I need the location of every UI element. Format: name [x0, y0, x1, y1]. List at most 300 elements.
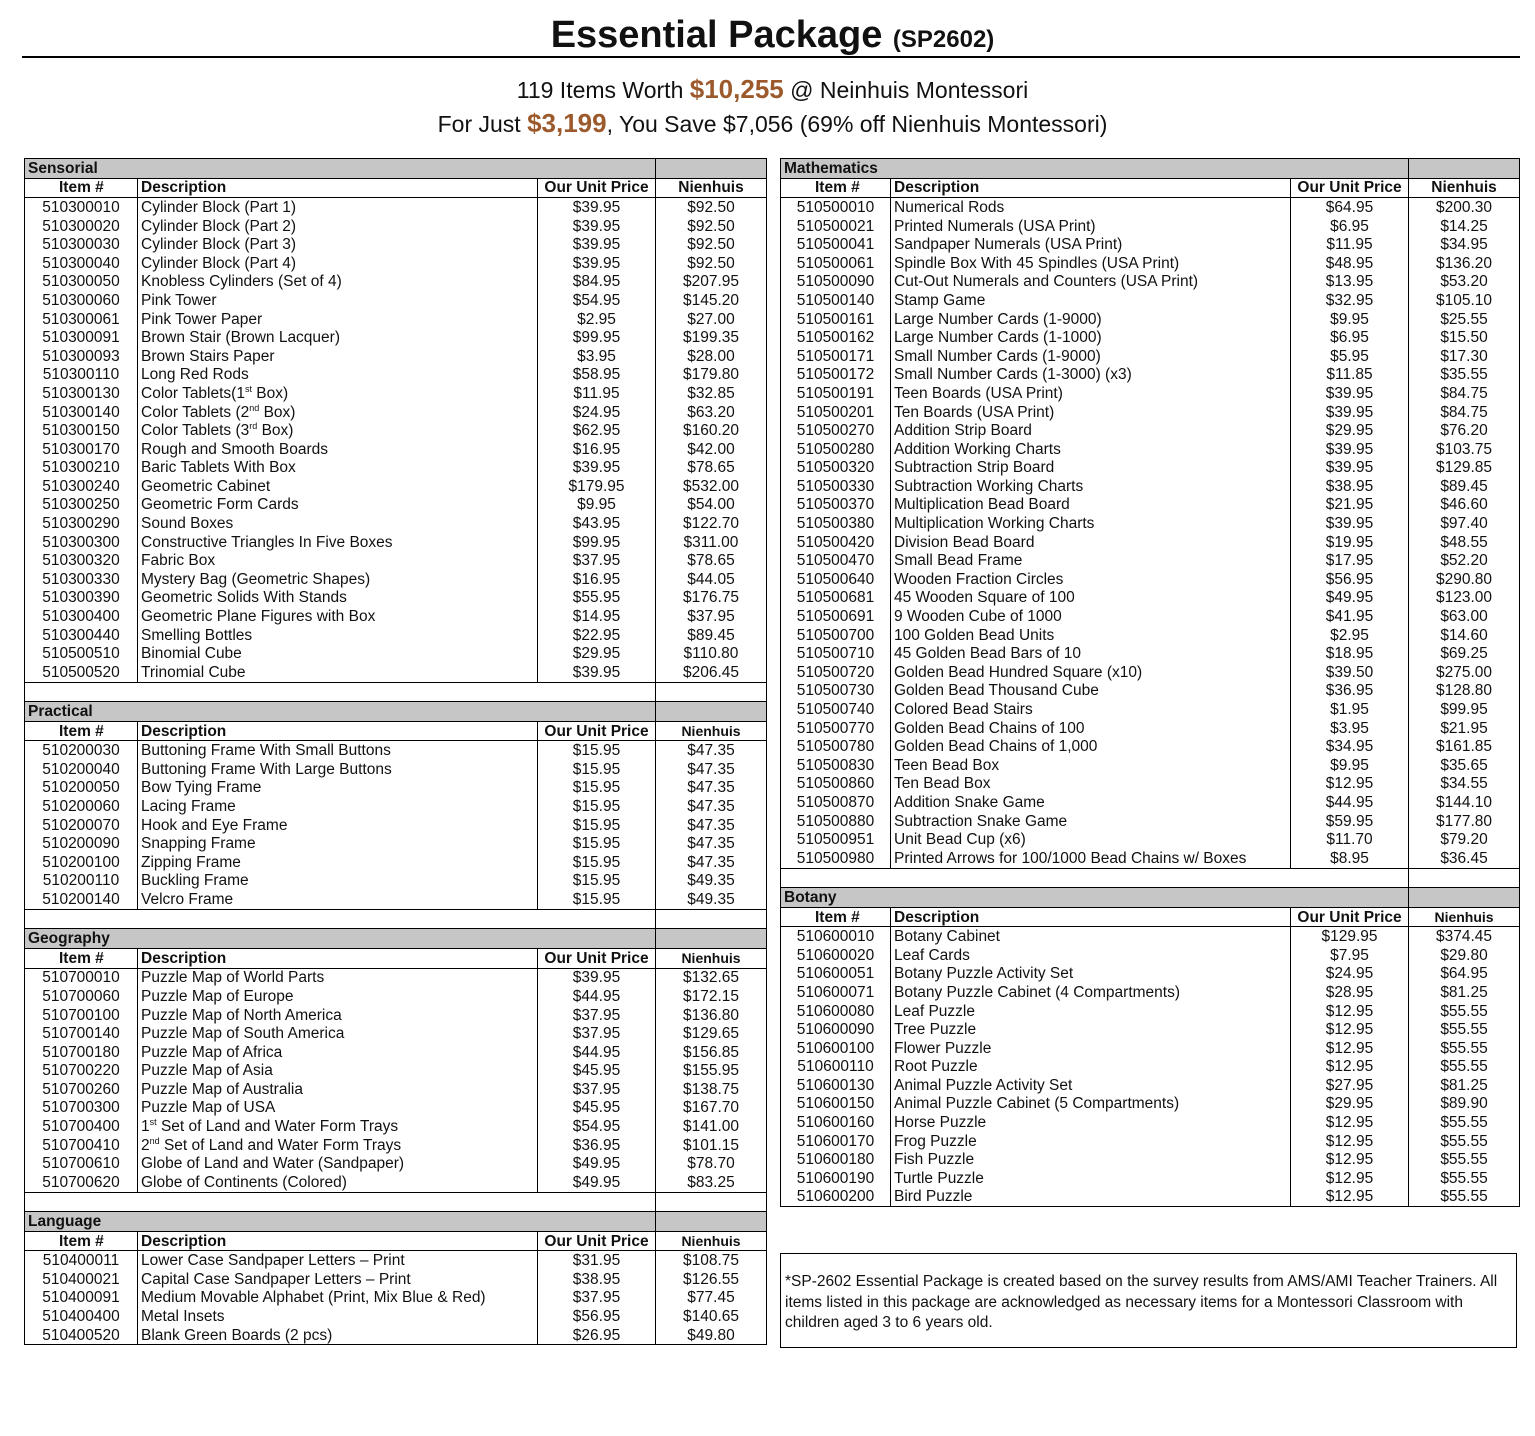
our-unit-price: $37.95 — [538, 1289, 656, 1308]
nienhuis-price: $110.80 — [656, 644, 767, 663]
item-number: 510500010 — [781, 198, 891, 217]
title-main: Essential Package — [550, 14, 883, 56]
table-row — [25, 1307, 767, 1326]
description-text: Numerical Rods — [894, 198, 1005, 216]
item-number: 510300050 — [25, 273, 138, 292]
description-text: Long Red Rods — [141, 366, 249, 384]
nienhuis-price: $14.60 — [1409, 626, 1520, 645]
description-text: Cut-Out Numerals and Counters (USA Print) — [894, 273, 1199, 291]
our-unit-price: $64.95 — [1291, 198, 1409, 217]
table-row — [781, 514, 1520, 533]
our-unit-price: $59.95 — [1291, 812, 1409, 831]
item-description — [138, 366, 538, 385]
nienhuis-price-header: Nienhuis — [656, 1231, 767, 1251]
item-description — [138, 570, 538, 589]
table-row — [25, 890, 767, 909]
description-text: Buttoning Frame With Small Buttons — [141, 742, 391, 760]
description-text: Leaf Puzzle — [894, 1002, 975, 1020]
item-number: 510200030 — [25, 741, 138, 760]
our-unit-price: $49.95 — [538, 1154, 656, 1173]
our-unit-price: $3.95 — [1291, 719, 1409, 738]
item-description — [891, 719, 1291, 738]
our-unit-price: $37.95 — [538, 1024, 656, 1043]
item-number-header: Item # — [781, 907, 891, 927]
description-text: Subtraction Snake Game — [894, 812, 1068, 830]
our-unit-price: $15.95 — [538, 741, 656, 760]
nienhuis-price: $99.95 — [1409, 700, 1520, 719]
description-text: Snapping Frame — [141, 835, 256, 853]
spacer-cell — [656, 909, 767, 929]
nienhuis-price: $53.20 — [1409, 273, 1520, 292]
table-row — [781, 700, 1520, 719]
item-description — [891, 1058, 1291, 1077]
item-description — [138, 235, 538, 254]
item-number-header: Item # — [25, 948, 138, 968]
our-unit-price: $29.95 — [1291, 421, 1409, 440]
spacer-row — [25, 682, 767, 702]
description-text: Large Number Cards (1-9000) — [894, 310, 1102, 328]
description-text: Bird Puzzle — [894, 1188, 973, 1206]
our-unit-price: $12.95 — [1291, 1002, 1409, 1021]
item-description — [138, 198, 538, 217]
description-text: Color Tablets(1 — [141, 384, 245, 402]
item-number: 510500740 — [781, 700, 891, 719]
table-row — [781, 1058, 1520, 1077]
our-unit-price: $12.95 — [1291, 775, 1409, 794]
description-text: Puzzle Map of South America — [141, 1025, 345, 1043]
nienhuis-price: $47.35 — [656, 816, 767, 835]
table-row — [781, 273, 1520, 292]
item-number: 510500021 — [781, 217, 891, 236]
table-row — [25, 477, 767, 496]
table-row — [781, 217, 1520, 236]
description-text: Cylinder Block (Part 3) — [141, 236, 297, 254]
our-unit-price: $12.95 — [1291, 1058, 1409, 1077]
description-text: Puzzle Map of USA — [141, 1099, 276, 1117]
table-row — [25, 1099, 767, 1118]
item-number: 510600150 — [781, 1095, 891, 1114]
table-row — [25, 217, 767, 236]
table-row — [25, 403, 767, 422]
our-unit-price: $34.95 — [1291, 737, 1409, 756]
subtitle-text: @ Neinhuis Montessori — [783, 77, 1029, 103]
nienhuis-price: $129.85 — [1409, 459, 1520, 478]
item-description — [891, 273, 1291, 292]
description-text: Puzzle Map of Australia — [141, 1080, 303, 1098]
item-description — [891, 477, 1291, 496]
our-unit-price: $22.95 — [538, 626, 656, 645]
table-row — [781, 793, 1520, 812]
our-unit-price: $49.95 — [1291, 589, 1409, 608]
nienhuis-price: $47.35 — [656, 741, 767, 760]
item-number: 510500640 — [781, 570, 891, 589]
description-text: Flower Puzzle — [894, 1039, 992, 1057]
nienhuis-price: $32.85 — [656, 384, 767, 403]
table-row — [781, 570, 1520, 589]
nienhuis-price: $64.95 — [1409, 965, 1520, 984]
our-unit-price: $9.95 — [538, 496, 656, 515]
item-number: 510300390 — [25, 589, 138, 608]
description-text: Puzzle Map of Asia — [141, 1062, 273, 1080]
item-description — [891, 965, 1291, 984]
item-description — [891, 1002, 1291, 1021]
nienhuis-price-header: Nienhuis — [656, 948, 767, 968]
description-text: Mystery Bag (Geometric Shapes) — [141, 570, 371, 588]
our-unit-price: $11.85 — [1291, 366, 1409, 385]
item-description — [891, 849, 1291, 868]
item-description — [138, 459, 538, 478]
table-row — [781, 347, 1520, 366]
description-text: Multiplication Bead Board — [894, 496, 1070, 514]
our-unit-price: $39.95 — [538, 198, 656, 217]
item-number: 510500380 — [781, 514, 891, 533]
nienhuis-price: $144.10 — [1409, 793, 1520, 812]
item-number: 510200050 — [25, 779, 138, 798]
item-description — [138, 1289, 538, 1308]
description-text: Capital Case Sandpaper Letters – Print — [141, 1270, 411, 1288]
our-unit-price: $9.95 — [1291, 756, 1409, 775]
table-row — [25, 310, 767, 329]
nienhuis-price: $28.00 — [656, 347, 767, 366]
nienhuis-price: $136.20 — [1409, 254, 1520, 273]
item-number: 510300300 — [25, 533, 138, 552]
nienhuis-price: $55.55 — [1409, 1058, 1520, 1077]
nienhuis-price: $46.60 — [1409, 496, 1520, 515]
nienhuis-price: $55.55 — [1409, 1132, 1520, 1151]
item-description — [138, 496, 538, 515]
item-description — [891, 983, 1291, 1002]
item-description — [891, 793, 1291, 812]
item-description — [891, 347, 1291, 366]
table-row — [25, 291, 767, 310]
our-unit-price: $12.95 — [1291, 1039, 1409, 1058]
nienhuis-price: $141.00 — [656, 1117, 767, 1136]
description-text: Cylinder Block (Part 4) — [141, 254, 297, 272]
our-unit-price: $12.95 — [1291, 1113, 1409, 1132]
table-row — [781, 235, 1520, 254]
description-text: Globe of Land and Water (Sandpaper) — [141, 1155, 405, 1173]
our-unit-price: $38.95 — [538, 1270, 656, 1289]
item-description — [891, 700, 1291, 719]
table-row — [781, 719, 1520, 738]
nienhuis-price: $52.20 — [1409, 551, 1520, 570]
description-text: Cylinder Block (Part 2) — [141, 217, 297, 235]
description-text: Medium Movable Alphabet (Print, Mix Blue & Red) — [141, 1289, 486, 1307]
item-number: 510400021 — [25, 1270, 138, 1289]
item-number: 510700010 — [25, 968, 138, 987]
item-description — [891, 946, 1291, 965]
item-description — [891, 756, 1291, 775]
nienhuis-price: $138.75 — [656, 1080, 767, 1099]
spacer-cell — [656, 682, 767, 702]
our-unit-price: $15.95 — [538, 816, 656, 835]
item-number: 510600080 — [781, 1002, 891, 1021]
item-number: 510700410 — [25, 1136, 138, 1155]
nienhuis-price: $81.25 — [1409, 983, 1520, 1002]
nienhuis-price-header: Nienhuis — [1409, 907, 1520, 927]
item-description — [138, 477, 538, 496]
unit-price-header: Our Unit Price — [538, 948, 656, 968]
table-row — [781, 1132, 1520, 1151]
our-unit-price: $11.95 — [1291, 235, 1409, 254]
our-unit-price: $9.95 — [1291, 310, 1409, 329]
nienhuis-price: $84.75 — [1409, 384, 1520, 403]
item-number: 510300140 — [25, 403, 138, 422]
description-header: Description — [138, 721, 538, 741]
nienhuis-price: $89.45 — [1409, 477, 1520, 496]
description-text: Printed Arrows for 100/1000 Bead Chains w/ Boxes — [894, 849, 1247, 867]
item-number: 510500700 — [781, 626, 891, 645]
table-row — [25, 273, 767, 292]
description-text: Sound Boxes — [141, 515, 234, 533]
nienhuis-price: $55.55 — [1409, 1002, 1520, 1021]
our-unit-price: $43.95 — [538, 514, 656, 533]
description-text: Lacing Frame — [141, 797, 236, 815]
item-description — [891, 254, 1291, 273]
item-description — [138, 1062, 538, 1081]
item-number: 510300290 — [25, 514, 138, 533]
description-header: Description — [138, 1231, 538, 1251]
section-header-blank — [1409, 159, 1520, 179]
description-text: Botany Cabinet — [894, 928, 1000, 946]
nienhuis-price: $63.20 — [656, 403, 767, 422]
item-number: 510200070 — [25, 816, 138, 835]
item-description — [138, 1099, 538, 1118]
table-row — [781, 756, 1520, 775]
table-row — [781, 1150, 1520, 1169]
nienhuis-price: $77.45 — [656, 1289, 767, 1308]
item-description — [891, 830, 1291, 849]
description-text: Golden Bead Thousand Cube — [894, 682, 1099, 700]
our-unit-price: $37.95 — [538, 551, 656, 570]
item-description — [891, 551, 1291, 570]
item-description — [138, 663, 538, 682]
nienhuis-price: $101.15 — [656, 1136, 767, 1155]
nienhuis-price: $78.65 — [656, 459, 767, 478]
item-number: 510500720 — [781, 663, 891, 682]
table-row — [781, 291, 1520, 310]
item-number: 510500691 — [781, 607, 891, 626]
our-unit-price: $62.95 — [538, 421, 656, 440]
table-row — [25, 760, 767, 779]
nienhuis-price: $42.00 — [656, 440, 767, 459]
description-text: Trinomial Cube — [141, 663, 246, 681]
our-unit-price: $18.95 — [1291, 644, 1409, 663]
table-row — [25, 551, 767, 570]
description-text: Bow Tying Frame — [141, 779, 262, 797]
nienhuis-price: $55.55 — [1409, 1039, 1520, 1058]
item-number: 510500171 — [781, 347, 891, 366]
item-description — [138, 347, 538, 366]
table-row — [25, 1136, 767, 1155]
table-row — [781, 1188, 1520, 1207]
item-number: 510600020 — [781, 946, 891, 965]
nienhuis-price: $156.85 — [656, 1043, 767, 1062]
our-unit-price: $84.95 — [538, 273, 656, 292]
item-number: 510500730 — [781, 682, 891, 701]
description-text: Fabric Box — [141, 552, 216, 570]
description-text: Lower Case Sandpaper Letters – Print — [141, 1252, 405, 1270]
item-description — [138, 890, 538, 909]
our-unit-price: $39.95 — [538, 663, 656, 682]
item-number: 510500780 — [781, 737, 891, 756]
table-row — [781, 254, 1520, 273]
column-header-row — [25, 721, 767, 741]
item-description — [138, 328, 538, 347]
item-description — [138, 760, 538, 779]
nienhuis-price: $48.55 — [1409, 533, 1520, 552]
our-unit-price: $15.95 — [538, 853, 656, 872]
item-number: 510300440 — [25, 626, 138, 645]
item-description — [891, 663, 1291, 682]
description-text: 45 Golden Bead Bars of 10 — [894, 645, 1081, 663]
our-unit-price: $17.95 — [1291, 551, 1409, 570]
nienhuis-price: $84.75 — [1409, 403, 1520, 422]
description-text: Hook and Eye Frame — [141, 816, 288, 834]
item-description — [891, 440, 1291, 459]
our-unit-price: $129.95 — [1291, 927, 1409, 946]
item-number: 510500681 — [781, 589, 891, 608]
item-number: 510600110 — [781, 1058, 891, 1077]
our-unit-price: $39.50 — [1291, 663, 1409, 682]
item-description — [891, 589, 1291, 608]
item-number: 510500270 — [781, 421, 891, 440]
description-text: Geometric Cabinet — [141, 477, 271, 495]
our-unit-price: $11.70 — [1291, 830, 1409, 849]
section-title: Botany — [781, 888, 1409, 908]
item-description — [138, 217, 538, 236]
description-text: Animal Puzzle Cabinet (5 Compartments) — [894, 1095, 1180, 1113]
description-text: Golden Bead Chains of 100 — [894, 719, 1085, 737]
item-number: 510500510 — [25, 644, 138, 663]
item-number: 510500860 — [781, 775, 891, 794]
spacer-cell — [781, 868, 1409, 888]
item-description — [891, 1188, 1291, 1207]
table-row — [25, 440, 767, 459]
item-number: 510500320 — [781, 459, 891, 478]
item-description — [138, 1080, 538, 1099]
nienhuis-price: $129.65 — [656, 1024, 767, 1043]
item-number: 510500161 — [781, 310, 891, 329]
table-row — [25, 797, 767, 816]
description-text: Metal Insets — [141, 1308, 225, 1326]
description-text: Blank Green Boards (2 pcs) — [141, 1326, 333, 1344]
description-text: Small Number Cards (1-9000) — [894, 347, 1101, 365]
table-row — [25, 1080, 767, 1099]
section-header-blank — [1409, 888, 1520, 908]
item-description — [891, 607, 1291, 626]
table-row — [781, 496, 1520, 515]
item-number: 510400011 — [25, 1251, 138, 1270]
nienhuis-price: $49.35 — [656, 872, 767, 891]
table-row — [25, 533, 767, 552]
section-title: Practical — [25, 702, 656, 722]
table-row — [781, 421, 1520, 440]
our-unit-price: $39.95 — [538, 235, 656, 254]
item-number: 510300093 — [25, 347, 138, 366]
ordinal-suffix: rd — [249, 421, 258, 432]
column-header-row — [25, 948, 767, 968]
item-number: 510300040 — [25, 254, 138, 273]
nienhuis-price: $29.80 — [1409, 946, 1520, 965]
table-row — [25, 626, 767, 645]
item-number: 510300130 — [25, 384, 138, 403]
table-row — [781, 812, 1520, 831]
table-row — [25, 198, 767, 217]
nienhuis-price: $145.20 — [656, 291, 767, 310]
item-description — [891, 644, 1291, 663]
our-unit-price: $39.95 — [1291, 514, 1409, 533]
table-row — [25, 1326, 767, 1345]
our-unit-price: $12.95 — [1291, 1020, 1409, 1039]
our-unit-price: $27.95 — [1291, 1076, 1409, 1095]
table-row — [781, 403, 1520, 422]
description-text: Color Tablets (3 — [141, 422, 250, 440]
description-text: Subtraction Working Charts — [894, 477, 1084, 495]
subtitle-text: 119 Items Worth — [516, 77, 690, 103]
item-number: 510300091 — [25, 328, 138, 347]
nienhuis-price: $78.65 — [656, 551, 767, 570]
nienhuis-price: $532.00 — [656, 477, 767, 496]
description-text: Wooden Fraction Circles — [894, 570, 1064, 588]
nienhuis-price-header: Nienhuis — [656, 178, 767, 198]
item-description — [138, 741, 538, 760]
table-row — [25, 1154, 767, 1173]
item-number: 510600010 — [781, 927, 891, 946]
nienhuis-price: $37.95 — [656, 607, 767, 626]
description-text: Addition Snake Game — [894, 793, 1045, 811]
spacer-cell — [1409, 868, 1520, 888]
table-row — [781, 1020, 1520, 1039]
description-text: Multiplication Working Charts — [894, 515, 1095, 533]
item-number: 510500980 — [781, 849, 891, 868]
column-header-row — [25, 178, 767, 198]
table-row — [25, 496, 767, 515]
description-text: Addition Working Charts — [894, 440, 1061, 458]
our-unit-price: $39.95 — [1291, 403, 1409, 422]
item-description — [138, 403, 538, 422]
nienhuis-price: $167.70 — [656, 1099, 767, 1118]
section-title: Sensorial — [25, 159, 656, 179]
subtitle-text: For Just — [437, 111, 528, 137]
nienhuis-price: $275.00 — [1409, 663, 1520, 682]
nienhuis-price: $136.80 — [656, 1006, 767, 1025]
item-description — [891, 1039, 1291, 1058]
our-unit-price: $26.95 — [538, 1326, 656, 1345]
description-text: Root Puzzle — [894, 1058, 978, 1076]
item-number: 510700220 — [25, 1062, 138, 1081]
section-header-blank — [656, 159, 767, 179]
description-text: Golden Bead Hundred Square (x10) — [894, 663, 1143, 681]
description-text: Subtraction Strip Board — [894, 459, 1055, 477]
item-description — [138, 421, 538, 440]
title-divider — [22, 56, 1520, 58]
nienhuis-price: $89.90 — [1409, 1095, 1520, 1114]
description-text: Botany Puzzle Cabinet (4 Compartments) — [894, 983, 1181, 1001]
description-text: Fish Puzzle — [894, 1151, 975, 1169]
spacer-cell — [25, 682, 656, 702]
item-number: 510500770 — [781, 719, 891, 738]
description-text: Teen Bead Box — [894, 756, 1000, 774]
description-text: Buckling Frame — [141, 872, 249, 890]
table-row — [25, 570, 767, 589]
description-text: Puzzle Map of Europe — [141, 987, 294, 1005]
description-text: Leaf Cards — [894, 946, 970, 964]
item-number: 510400400 — [25, 1307, 138, 1326]
table-row — [781, 965, 1520, 984]
description-text: Golden Bead Chains of 1,000 — [894, 738, 1098, 756]
our-unit-price: $37.95 — [538, 1080, 656, 1099]
